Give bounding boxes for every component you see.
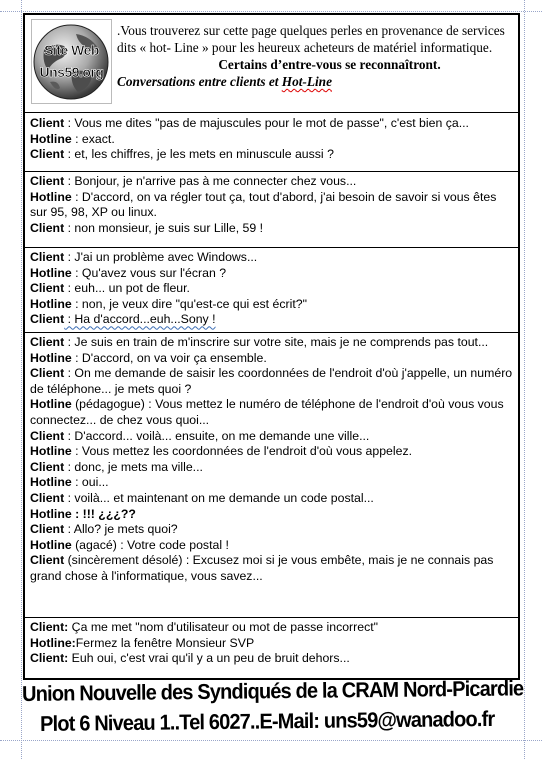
speaker-label: Client — [30, 490, 65, 505]
conversations-title-text: Conversations entre clients et — [117, 74, 282, 89]
dialogue-line — [30, 366, 513, 397]
dialogue-text: : !!! ¿¿¿?? — [71, 506, 136, 521]
dialogue-line — [30, 281, 513, 297]
conversation-block-4 — [25, 332, 518, 617]
speaker-label: Client — [30, 312, 65, 327]
dialogue-text: : On me demande de saisir les coordonnées de l'endroit d'où j'appelle, un numéro de téléphone... je mets quoi ? — [30, 366, 513, 396]
speaker-label: Client — [30, 116, 65, 130]
speaker-label: Client — [30, 147, 65, 162]
dialogue-text: (pédagogue) : Vous mettez le numéro de téléphone de l'endroit d'où vous vous connectez... de chez vous quoi... — [30, 397, 504, 427]
dialogue-line — [30, 475, 513, 491]
speaker-label: Hotline: — [30, 635, 76, 650]
header-text — [117, 22, 512, 90]
dialogue-line — [30, 538, 513, 554]
dialogue-text: : Vous mettez les coordonnées de l'endroit d'où vous appelez. — [71, 444, 413, 459]
dialogue-line — [30, 444, 513, 460]
conversations-title — [117, 73, 512, 90]
dialogue-text: : voilà... et maintenant on me demande un code postal... — [64, 490, 374, 505]
margin-guide-right — [524, 0, 525, 759]
dialogue-text: : oui... — [71, 475, 109, 490]
dialogue-text: : Qu'avez vous sur l'écran ? — [71, 265, 227, 280]
dialogue-line — [30, 147, 513, 163]
footer-contact: Plot 6 Niveau 1..Tel 6027..E-Mail: uns59@wanadoo.fr — [40, 706, 495, 736]
margin-guide-bottom — [0, 740, 542, 741]
speaker-label: Hotline — [30, 265, 72, 280]
speaker-label: Hotline — [30, 444, 72, 459]
intro-prefix: . — [117, 23, 121, 38]
dialogue-text: (sincèrement désolé) : Excusez moi si je vous embête, mais je ne connais pas grand chose à l'informatique, vous savez... — [30, 553, 494, 583]
dialogue-text: Ça me met "nom d'utilisateur ou mot de passe incorrect" — [68, 620, 379, 634]
dialogue-text: : Vous me dites "pas de majuscules pour le mot de passe", c'est bien ça... — [64, 116, 469, 130]
dialogue-line — [30, 429, 513, 445]
intro-text: Vous trouverez sur cette page quelques perles en provenance de services dits « hot- Line » pour les heureux acheteurs de matériel informatique. — [117, 23, 505, 55]
margin-guide-top — [0, 11, 542, 12]
speaker-label: Client: — [30, 620, 69, 634]
logo-text-line2: Uns59.org — [39, 64, 104, 80]
speaker-label: Client — [30, 335, 65, 349]
speaker-label: Hotline — [30, 131, 72, 146]
dialogue-text: : euh... un pot de fleur. — [64, 281, 190, 296]
dialogue-line — [30, 507, 513, 523]
dialogue-line — [30, 174, 513, 190]
conversation-block-3 — [25, 247, 518, 332]
speaker-label: Hotline — [30, 506, 72, 521]
dialogue-line — [30, 250, 513, 266]
dialogue-line — [30, 132, 513, 148]
dialogue-line — [30, 297, 513, 313]
conversation-block-5 — [25, 617, 518, 678]
speaker-label: Client — [30, 250, 65, 264]
dialogue-line — [30, 221, 513, 237]
dialogue-line — [30, 190, 513, 221]
dialogue-text: (agacé) : Votre code postal ! — [71, 537, 229, 552]
speaker-label: Hotline — [30, 189, 72, 204]
dialogue-line — [30, 335, 513, 351]
dialogue-line — [30, 651, 513, 667]
footer-organization: Union Nouvelle des Syndiqués de la CRAM Nord-Picardie — [22, 676, 524, 706]
dialogue-text: : Je suis en train de m'inscrire sur votre site, mais je ne comprends pas tout... — [64, 335, 489, 349]
dialogue-line — [30, 266, 513, 282]
dialogue-line — [30, 351, 513, 367]
document-frame — [23, 13, 520, 680]
logo-text-line1: Site Web — [44, 42, 99, 58]
dialogue-line — [30, 636, 513, 652]
dialogue-text: : exact. — [71, 131, 115, 146]
dialogue-text: : non, je veux dire "qu'est-ce qui est écrit?" — [71, 296, 307, 311]
speaker-label: Client — [30, 220, 65, 235]
dialogue-line — [30, 460, 513, 476]
dialogue-line — [30, 553, 513, 584]
dialogue-text: : D'accord, on va régler tout ça, tout d'abord, j'ai besoin de savoir si vous êtes sur 95, 98, XP ou linux. — [30, 189, 497, 220]
dialogue-text: : D'accord... voilà... ensuite, on me demande une ville... — [64, 428, 370, 443]
margin-guide-left — [21, 0, 22, 759]
conversation-block-1 — [25, 114, 518, 171]
dialogue-text: Euh oui, c'est vrai qu'il y a un peu de bruit dehors... — [68, 651, 350, 666]
dialogue-text: : Ha d'accord...euh...Sony ! — [64, 312, 216, 327]
dialogue-line — [30, 522, 513, 538]
globe-icon — [32, 20, 111, 103]
dialogue-text: : donc, je mets ma ville... — [64, 459, 203, 474]
intro-paragraph — [117, 22, 512, 56]
dialogue-text: : Allo? je mets quoi? — [64, 522, 178, 537]
conversation-block-2 — [25, 171, 518, 247]
dialogue-line — [30, 620, 513, 636]
dialogue-line — [30, 116, 513, 132]
dialogue-line — [30, 397, 513, 428]
speaker-label: Client — [30, 366, 65, 381]
dialogue-text: : Bonjour, je n'arrive pas à me connecter chez vous... — [64, 174, 357, 188]
conversations-title-hotline: Hot-Line — [281, 74, 332, 89]
speaker-label: Hotline — [30, 475, 72, 490]
speaker-label: Client — [30, 553, 65, 568]
speaker-label: Client — [30, 459, 65, 474]
speaker-label: Hotline — [30, 397, 72, 412]
speaker-label: Client: — [30, 651, 69, 666]
dialogue-text: : D'accord, on va voir ça ensemble. — [71, 350, 267, 365]
speaker-label: Hotline — [30, 296, 72, 311]
site-logo — [31, 19, 112, 104]
speaker-label: Client — [30, 174, 65, 188]
dialogue-line — [30, 491, 513, 507]
speaker-label: Client — [30, 281, 65, 296]
recognize-line: Certains d’entre-vous se reconnaîtront. — [218, 57, 441, 72]
speaker-label: Client — [30, 428, 65, 443]
speaker-label: Client — [30, 522, 65, 537]
dialogue-text: Fermez la fenêtre Monsieur SVP — [75, 635, 255, 650]
document-header — [25, 15, 518, 113]
dialogue-line — [30, 312, 513, 328]
speaker-label: Hotline — [30, 537, 72, 552]
speaker-label: Hotline — [30, 350, 72, 365]
dialogue-text: : J'ai un problème avec Windows... — [64, 250, 258, 264]
dialogue-text: : et, les chiffres, je les mets en minuscule aussi ? — [64, 147, 334, 162]
dialogue-text: : non monsieur, je suis sur Lille, 59 ! — [64, 220, 264, 235]
